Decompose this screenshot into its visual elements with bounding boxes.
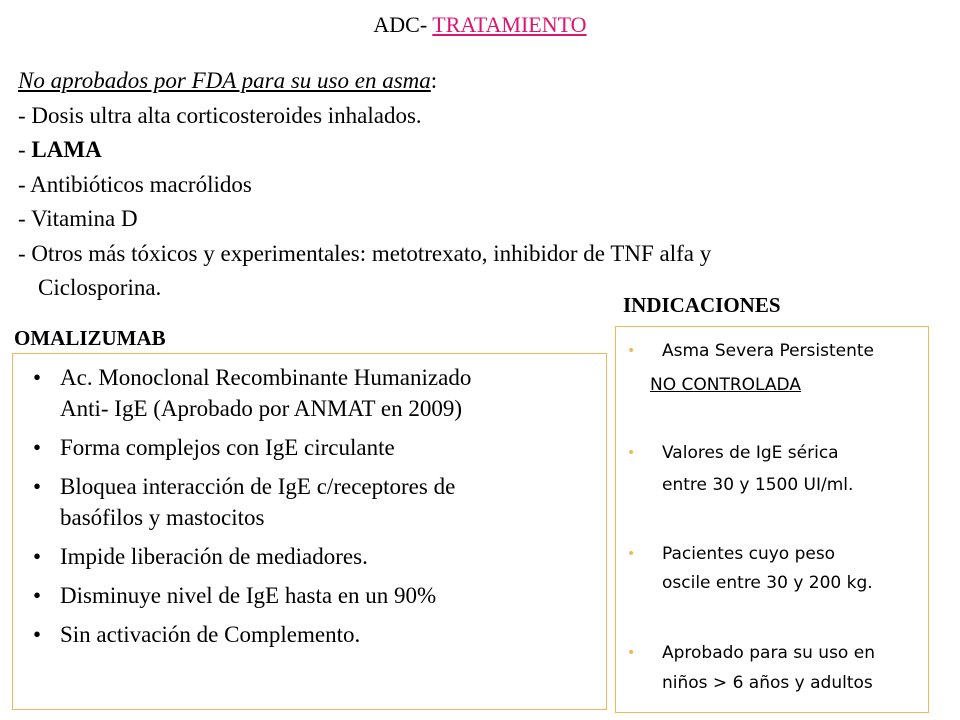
intro-line-5: - Otros más tóxicos y experimentales: metotrexato, inhibidor de TNF alfa y	[18, 240, 712, 266]
ind-item-4a: Aprobado para su uso en	[662, 643, 875, 663]
title-prefix: ADC-	[373, 12, 433, 37]
omali-item-1a: Ac. Monoclonal Recombinante Humanizado	[60, 365, 472, 390]
omali-item-4: Impide liberación de mediadores.	[60, 544, 368, 569]
omali-item-1b: Anti- IgE (Aprobado por ANMAT en 2009)	[60, 396, 463, 421]
omali-item-5: Disminuye nivel de IgE hasta en un 90%	[60, 583, 437, 608]
ind-item-2a: Valores de IgE sérica	[662, 443, 839, 463]
bullet-icon: •	[627, 343, 636, 359]
list-item	[13, 541, 471, 572]
bullet-icon: •	[627, 546, 636, 562]
omali-item-6: Sin activación de Complemento.	[60, 622, 361, 647]
title-accent: TRATAMIENTO	[432, 12, 587, 37]
ind-item-1: Asma Severa Persistente	[662, 341, 875, 361]
indicaciones-heading: INDICACIONES	[623, 293, 781, 317]
bullet-icon: •	[33, 544, 42, 569]
bullet-icon: •	[33, 365, 42, 390]
intro-line-3: - Antibióticos macrólidos	[18, 171, 252, 197]
ind-item-3b: oscile entre 30 y 200 kg.	[662, 573, 873, 593]
omalizumab-list	[13, 362, 471, 658]
intro-section	[18, 64, 711, 306]
bullet-icon: •	[33, 435, 42, 460]
intro-line-6: Ciclosporina.	[38, 275, 162, 300]
bullet-icon: •	[627, 645, 636, 661]
list-item	[13, 619, 471, 650]
ind-item-4b: niños > 6 años y adultos	[662, 673, 873, 693]
intro-heading: No aprobados por FDA para su uso en asma	[18, 68, 431, 93]
intro-heading-suffix: :	[430, 68, 438, 93]
bullet-icon: •	[627, 445, 636, 461]
omali-item-3a: Bloquea interacción de IgE c/receptores de	[60, 474, 456, 499]
list-item	[13, 471, 471, 533]
intro-heading-line	[18, 64, 711, 99]
list-item	[13, 432, 471, 463]
list-item	[13, 580, 471, 611]
bullet-icon: •	[33, 583, 42, 608]
ind-item-1-sub: NO CONTROLADA	[650, 375, 801, 395]
bullet-icon: •	[33, 474, 42, 499]
intro-lama: LAMA	[31, 137, 102, 162]
omali-item-2: Forma complejos con IgE circulante	[60, 435, 395, 460]
omalizumab-box	[12, 353, 607, 710]
omali-item-3b: basófilos y mastocitos	[60, 505, 265, 530]
intro-line-1: - Dosis ultra alta corticosteroides inhalados.	[18, 102, 422, 128]
omalizumab-heading: OMALIZUMAB	[14, 326, 166, 350]
ind-item-2b: entre 30 y 1500 UI/ml.	[662, 475, 854, 495]
ind-item-3a: Pacientes cuyo peso	[662, 544, 836, 564]
intro-line-2	[18, 133, 711, 168]
list-item	[13, 362, 471, 424]
indicaciones-box	[615, 326, 929, 713]
bullet-icon: •	[33, 622, 42, 647]
page-title	[0, 10, 960, 40]
intro-line-2-prefix: -	[18, 137, 32, 162]
intro-line-4: - Vitamina D	[18, 206, 138, 231]
